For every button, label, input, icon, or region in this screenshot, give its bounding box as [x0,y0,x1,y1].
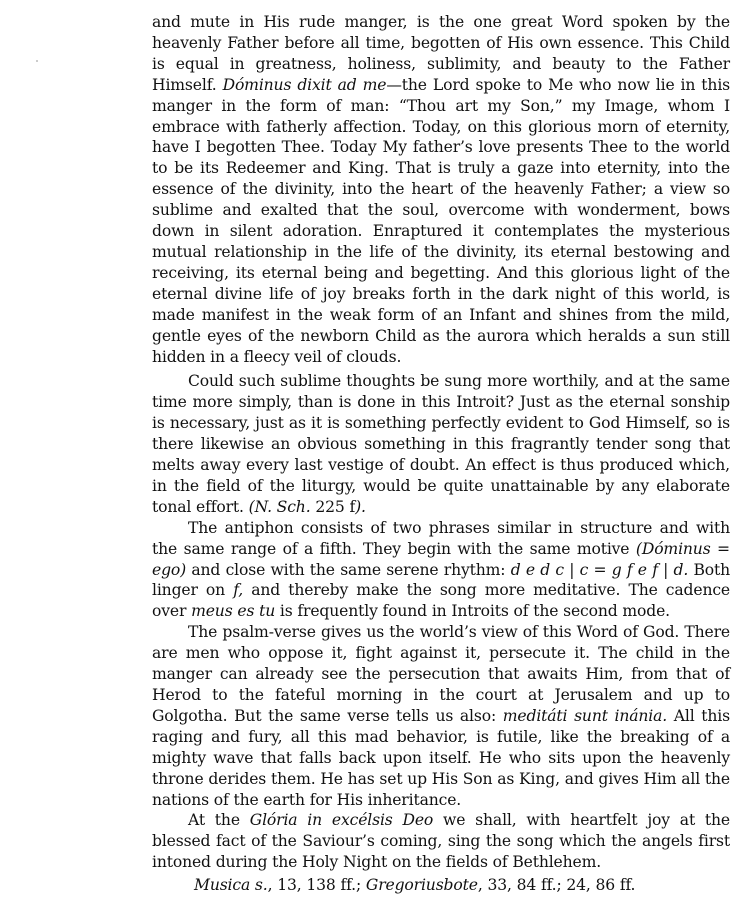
italic-text-run: ). [355,497,366,516]
italic-text-run: Glória in excélsis Deo [249,811,434,830]
paragraph-4 [152,622,730,810]
italic-text-run: f, [233,581,244,600]
italic-text-run: Dóminus dixit ad me [222,75,387,94]
italic-text-run: d. [673,560,689,579]
italic-text-run: d e d c [510,560,564,579]
text-run: and mute in His rude manger, is the one great Word spoken by the heavenly Father before all time, begotten of His own essence. This Child is equal in greatness, holiness, sublimity, and beauty to the Father Himself. [152,13,730,94]
text-run: is frequently found in Introits of the second mode. [275,602,670,621]
paragraph-5 [152,810,730,873]
text-run: Both linger on [152,560,731,600]
text-run: | [563,560,580,579]
text-run: and close with the same serene rhythm: [186,560,511,579]
text-run: , 13, 138 ff.; [267,876,366,895]
document-page [152,12,730,896]
reference-line [152,875,730,896]
scan-speck [36,60,38,62]
italic-text-run: meus es tu [191,602,276,621]
text-run: we shall, with heartfelt joy at the blessed fact of the Saviour’s coming, sing the song which the angels first intoned during the Holy Night on the fields of Bethlehem. [152,811,731,872]
text-run: and thereby make the song more meditative. The cadence over [152,581,730,621]
text-run: At the [188,811,250,830]
paragraph-2 [152,371,730,517]
italic-text-run: meditáti sunt inánia. [502,706,668,725]
paragraph-3 [152,518,730,623]
text-run: 225 f [310,497,356,516]
text-run: | [657,560,674,579]
italic-text-run: Musica s. [194,876,268,895]
text-run: The psalm-verse gives us the world’s view of this Word of God. There are men who oppose it, fight against it, persecute it. The child in the manger can already see the persecution that awaits Him, from that of Herod to the fateful morning in the court at Jerusalem and up to Golgotha. But the same verse tells us also: [152,623,730,725]
text-run: The antiphon consists of two phrases similar in structure and with the same range of a fifth. They begin with the same motive [152,518,730,558]
text-run: , 33, 84 ff.; 24, 86 ff. [477,876,636,895]
text-run: Could such sublime thoughts be sung more worthily, and at the same time more simply, than is done in this Introit? Just as the eternal sonship is necessary, just as it is something perfectly evident to God Himself, so is there likewise an obvious something in this fragrantly tender song that melts away every last vestige of doubt. An effect is thus produced which, in the field of the liturgy, would be quite unattainable by any elaborate tonal effort. [152,372,730,516]
text-run: —the Lord spoke to Me who now lie in this manger in the form of man: “Thou art my Son,” my Image, whom I embrace with fatherly affection. Today, on this glorious morn of eternity, have I begotten Thee. Today My father’s love presents Thee to the world to be its Redeemer and King. That is truly a gaze into eternity, into the essence of the divinity, into the heart of the heavenly Father; a view so sublime and exalted that the soul, overcome with wonderment, bows down in silent adoration. Enraptured it contemplates the mysterious mutual relationship in the life of the divinity, its eternal bestowing and receiving, its eternal being and begetting. And this glorious light of the eternal divine life of joy breaks forth in the dark night of this world, is made manifest in the weak form of an Infant and shines from the mild, gentle eyes of the newborn Child as the aurora which heralds a sun still hidden in a fleecy veil of clouds. [152,75,731,366]
italic-text-run: (Dóminus = ego) [152,539,730,579]
italic-text-run: c = g f e f [579,560,658,579]
paragraph-1 [152,12,730,367]
italic-text-run: Gregoriusbote [365,876,478,895]
italic-text-run: (N. Sch. [248,497,311,516]
text-run: All this raging and fury, all this mad behavior, is futile, like the breaking of a mighty wave that falls back upon itself. He who sits upon the heavenly throne derides them. He has set up His Son as King, and gives Him all the nations of the earth for His inheritance. [152,706,730,809]
